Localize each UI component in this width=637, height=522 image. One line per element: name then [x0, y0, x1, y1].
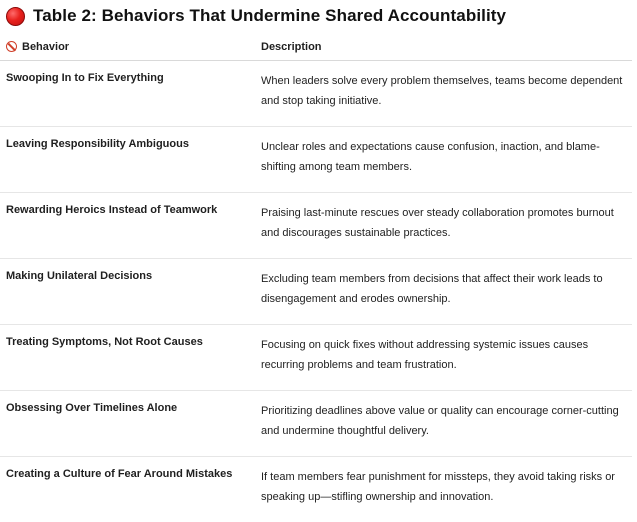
table-row	[0, 457, 632, 522]
table-row	[0, 259, 632, 325]
behavior-cell: Leaving Responsibility Ambiguous	[0, 127, 261, 193]
description-cell: Praising last-minute rescues over steady collaboration promotes burnout and discourages sustainable practices.	[261, 193, 632, 259]
description-cell: Unclear roles and expectations cause confusion, inaction, and blame-shifting among team members.	[261, 127, 632, 193]
description-column-header	[261, 34, 632, 61]
table-title-text: Table 2: Behaviors That Undermine Shared Accountability	[33, 6, 506, 26]
table-title	[6, 4, 506, 28]
description-cell: If team members fear punishment for missteps, they avoid taking risks or speaking up—stifling ownership and innovation.	[261, 457, 632, 522]
table-row	[0, 391, 632, 457]
table-header-row	[0, 34, 632, 61]
description-cell: Focusing on quick fixes without addressing systemic issues causes recurring problems and team frustration.	[261, 325, 632, 391]
behavior-cell: Obsessing Over Timelines Alone	[0, 391, 261, 457]
behavior-cell: Creating a Culture of Fear Around Mistakes	[0, 457, 261, 522]
no-entry-icon	[6, 41, 17, 52]
behavior-cell: Swooping In to Fix Everything	[0, 61, 261, 127]
description-header-label: Description	[261, 41, 322, 53]
behavior-cell: Treating Symptoms, Not Root Causes	[0, 325, 261, 391]
table-row	[0, 127, 632, 193]
description-cell: When leaders solve every problem themselves, teams become dependent and stop taking initiative.	[261, 61, 632, 127]
table-row	[0, 325, 632, 391]
description-cell: Prioritizing deadlines above value or quality can encourage corner-cutting and undermine thoughtful delivery.	[261, 391, 632, 457]
behavior-column-header	[0, 34, 261, 61]
red-circle-icon	[6, 7, 25, 26]
description-cell: Excluding team members from decisions that affect their work leads to disengagement and erodes ownership.	[261, 259, 632, 325]
table-row	[0, 193, 632, 259]
behavior-header-label: Behavior	[22, 41, 69, 53]
table-row	[0, 61, 632, 127]
behavior-cell: Making Unilateral Decisions	[0, 259, 261, 325]
behaviors-table	[0, 34, 632, 522]
behavior-cell: Rewarding Heroics Instead of Teamwork	[0, 193, 261, 259]
